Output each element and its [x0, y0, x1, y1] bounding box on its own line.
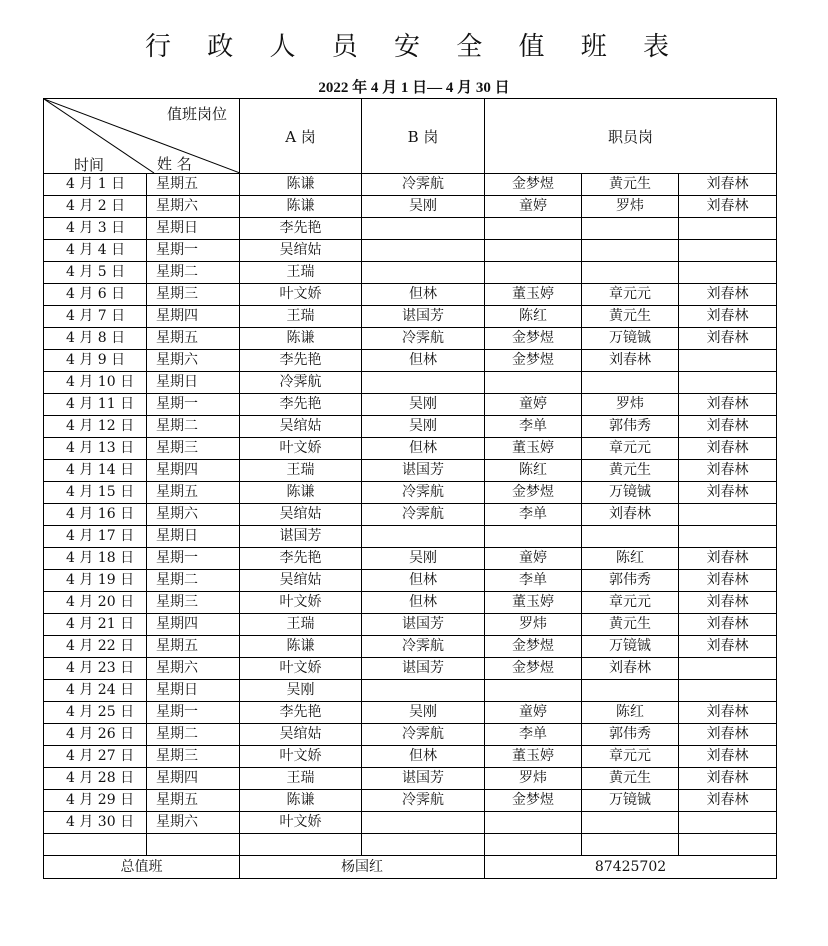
- weekday-cell: 星期日: [147, 680, 240, 702]
- staff-2-cell: 章元元: [582, 592, 679, 614]
- table-row: [44, 812, 777, 834]
- table-row: [44, 394, 777, 416]
- post-b-cell: 谌国芳: [362, 658, 485, 680]
- staff-2-cell: 郭伟秀: [582, 570, 679, 592]
- post-b-cell: [362, 372, 485, 394]
- staff-2-cell: 罗炜: [582, 196, 679, 218]
- staff-3-cell: 刘春林: [679, 328, 777, 350]
- table-row: [44, 174, 777, 196]
- weekday-cell: 星期日: [147, 218, 240, 240]
- staff-3-cell: 刘春林: [679, 636, 777, 658]
- date-cell: 4 月 2 日: [44, 196, 147, 218]
- blank-cell: [679, 834, 777, 856]
- weekday-cell: 星期三: [147, 746, 240, 768]
- staff-3-cell: [679, 350, 777, 372]
- date-cell: 4 月 9 日: [44, 350, 147, 372]
- weekday-cell: 星期日: [147, 526, 240, 548]
- staff-1-cell: 金梦煜: [485, 328, 582, 350]
- table-row: [44, 438, 777, 460]
- staff-1-cell: 董玉婷: [485, 746, 582, 768]
- table-row: [44, 548, 777, 570]
- weekday-cell: 星期五: [147, 636, 240, 658]
- staff-2-cell: [582, 218, 679, 240]
- header-time-label: 时间: [74, 156, 105, 174]
- date-cell: 4 月 14 日: [44, 460, 147, 482]
- staff-1-cell: 童婷: [485, 394, 582, 416]
- staff-1-cell: 童婷: [485, 196, 582, 218]
- date-cell: 4 月 3 日: [44, 218, 147, 240]
- table-row: [44, 240, 777, 262]
- table-row: [44, 768, 777, 790]
- post-a-cell: 李先艳: [240, 218, 362, 240]
- table-row: [44, 262, 777, 284]
- table-row: [44, 526, 777, 548]
- weekday-cell: 星期二: [147, 570, 240, 592]
- staff-3-cell: 刘春林: [679, 702, 777, 724]
- staff-3-cell: [679, 218, 777, 240]
- general-duty-label: 总值班: [44, 856, 240, 879]
- staff-3-cell: 刘春林: [679, 768, 777, 790]
- date-cell: 4 月 16 日: [44, 504, 147, 526]
- date-cell: 4 月 23 日: [44, 658, 147, 680]
- staff-3-cell: 刘春林: [679, 284, 777, 306]
- general-duty-name: 杨国红: [240, 856, 485, 879]
- post-a-cell: 李先艳: [240, 394, 362, 416]
- post-a-cell: 陈谦: [240, 328, 362, 350]
- post-b-cell: [362, 812, 485, 834]
- staff-2-cell: [582, 372, 679, 394]
- weekday-cell: 星期四: [147, 614, 240, 636]
- staff-3-cell: 刘春林: [679, 570, 777, 592]
- staff-1-cell: [485, 262, 582, 284]
- staff-1-cell: 陈红: [485, 306, 582, 328]
- weekday-cell: 星期四: [147, 460, 240, 482]
- post-a-cell: 陈谦: [240, 790, 362, 812]
- staff-3-cell: 刘春林: [679, 592, 777, 614]
- header-post-b: B 岗: [362, 99, 485, 174]
- staff-3-cell: [679, 658, 777, 680]
- date-cell: 4 月 17 日: [44, 526, 147, 548]
- staff-2-cell: 刘春林: [582, 504, 679, 526]
- table-row: [44, 680, 777, 702]
- date-cell: 4 月 12 日: [44, 416, 147, 438]
- staff-2-cell: [582, 812, 679, 834]
- date-cell: 4 月 22 日: [44, 636, 147, 658]
- table-row: [44, 790, 777, 812]
- staff-3-cell: 刘春林: [679, 438, 777, 460]
- staff-3-cell: 刘春林: [679, 482, 777, 504]
- staff-1-cell: 金梦煜: [485, 174, 582, 196]
- table-row: [44, 614, 777, 636]
- post-b-cell: 冷霁航: [362, 482, 485, 504]
- staff-1-cell: [485, 240, 582, 262]
- post-a-cell: 李先艳: [240, 350, 362, 372]
- table-row: [44, 284, 777, 306]
- date-cell: 4 月 25 日: [44, 702, 147, 724]
- post-a-cell: 陈谦: [240, 482, 362, 504]
- date-range: 2022 年 4 月 1 日— 4 月 30 日: [318, 80, 510, 96]
- post-b-cell: 冷霁航: [362, 724, 485, 746]
- post-a-cell: 吴绾姑: [240, 724, 362, 746]
- date-cell: 4 月 13 日: [44, 438, 147, 460]
- weekday-cell: 星期一: [147, 240, 240, 262]
- post-a-cell: 叶文娇: [240, 284, 362, 306]
- post-b-cell: 但林: [362, 746, 485, 768]
- weekday-cell: 星期六: [147, 504, 240, 526]
- staff-2-cell: 刘春林: [582, 658, 679, 680]
- post-a-cell: 冷霁航: [240, 372, 362, 394]
- staff-1-cell: [485, 680, 582, 702]
- staff-1-cell: [485, 812, 582, 834]
- table-row: [44, 460, 777, 482]
- table-row: [44, 592, 777, 614]
- staff-3-cell: 刘春林: [679, 196, 777, 218]
- date-cell: 4 月 11 日: [44, 394, 147, 416]
- staff-1-cell: 董玉婷: [485, 284, 582, 306]
- table-row: [44, 306, 777, 328]
- general-duty-row: [44, 856, 777, 879]
- weekday-cell: 星期一: [147, 394, 240, 416]
- blank-cell: [44, 834, 147, 856]
- table-row: [44, 724, 777, 746]
- date-cell: 4 月 21 日: [44, 614, 147, 636]
- post-b-cell: [362, 526, 485, 548]
- staff-1-cell: 罗炜: [485, 768, 582, 790]
- post-b-cell: [362, 218, 485, 240]
- post-a-cell: 王瑞: [240, 262, 362, 284]
- date-cell: 4 月 1 日: [44, 174, 147, 196]
- date-cell: 4 月 8 日: [44, 328, 147, 350]
- staff-3-cell: 刘春林: [679, 174, 777, 196]
- weekday-cell: 星期四: [147, 306, 240, 328]
- weekday-cell: 星期六: [147, 196, 240, 218]
- staff-2-cell: [582, 262, 679, 284]
- weekday-cell: 星期五: [147, 328, 240, 350]
- weekday-cell: 星期五: [147, 482, 240, 504]
- blank-cell: [485, 834, 582, 856]
- weekday-cell: 星期三: [147, 438, 240, 460]
- post-a-cell: 李先艳: [240, 548, 362, 570]
- date-cell: 4 月 15 日: [44, 482, 147, 504]
- post-a-cell: 叶文娇: [240, 812, 362, 834]
- staff-1-cell: 李单: [485, 416, 582, 438]
- post-b-cell: 吴刚: [362, 548, 485, 570]
- post-b-cell: 但林: [362, 350, 485, 372]
- staff-1-cell: 陈红: [485, 460, 582, 482]
- staff-3-cell: 刘春林: [679, 614, 777, 636]
- table-row: [44, 218, 777, 240]
- post-a-cell: 谌国芳: [240, 526, 362, 548]
- staff-2-cell: 黄元生: [582, 174, 679, 196]
- staff-2-cell: 章元元: [582, 284, 679, 306]
- date-cell: 4 月 30 日: [44, 812, 147, 834]
- staff-1-cell: 金梦煜: [485, 350, 582, 372]
- post-a-cell: 陈谦: [240, 196, 362, 218]
- staff-3-cell: 刘春林: [679, 460, 777, 482]
- table-row: [44, 636, 777, 658]
- table-row: [44, 746, 777, 768]
- post-a-cell: 叶文娇: [240, 592, 362, 614]
- staff-2-cell: 黄元生: [582, 460, 679, 482]
- date-cell: 4 月 18 日: [44, 548, 147, 570]
- staff-1-cell: 李单: [485, 724, 582, 746]
- staff-2-cell: [582, 526, 679, 548]
- header-row: [44, 99, 777, 174]
- date-cell: 4 月 10 日: [44, 372, 147, 394]
- post-b-cell: 冷霁航: [362, 790, 485, 812]
- date-cell: 4 月 27 日: [44, 746, 147, 768]
- staff-3-cell: 刘春林: [679, 724, 777, 746]
- date-cell: 4 月 24 日: [44, 680, 147, 702]
- staff-1-cell: 童婷: [485, 548, 582, 570]
- weekday-cell: 星期一: [147, 702, 240, 724]
- staff-3-cell: 刘春林: [679, 306, 777, 328]
- table-row: [44, 702, 777, 724]
- post-a-cell: 王瑞: [240, 768, 362, 790]
- weekday-cell: 星期五: [147, 174, 240, 196]
- post-a-cell: 李先艳: [240, 702, 362, 724]
- staff-2-cell: [582, 680, 679, 702]
- staff-2-cell: 陈红: [582, 702, 679, 724]
- post-b-cell: 吴刚: [362, 702, 485, 724]
- weekday-cell: 星期日: [147, 372, 240, 394]
- staff-2-cell: 万镜铖: [582, 482, 679, 504]
- staff-3-cell: [679, 262, 777, 284]
- date-cell: 4 月 7 日: [44, 306, 147, 328]
- post-a-cell: 王瑞: [240, 614, 362, 636]
- staff-1-cell: 董玉婷: [485, 592, 582, 614]
- post-a-cell: 陈谦: [240, 636, 362, 658]
- post-b-cell: 冷霁航: [362, 174, 485, 196]
- post-a-cell: 王瑞: [240, 306, 362, 328]
- table-row: [44, 196, 777, 218]
- date-cell: 4 月 6 日: [44, 284, 147, 306]
- table-row: [44, 658, 777, 680]
- weekday-cell: 星期三: [147, 284, 240, 306]
- staff-3-cell: 刘春林: [679, 790, 777, 812]
- staff-2-cell: 黄元生: [582, 768, 679, 790]
- staff-3-cell: [679, 680, 777, 702]
- staff-1-cell: 金梦煜: [485, 658, 582, 680]
- weekday-cell: 星期四: [147, 768, 240, 790]
- post-a-cell: 叶文娇: [240, 438, 362, 460]
- staff-2-cell: 黄元生: [582, 614, 679, 636]
- header-post-a: A 岗: [240, 99, 362, 174]
- date-cell: 4 月 26 日: [44, 724, 147, 746]
- table-row: [44, 328, 777, 350]
- post-b-cell: 冷霁航: [362, 328, 485, 350]
- staff-2-cell: 陈红: [582, 548, 679, 570]
- weekday-cell: 星期三: [147, 592, 240, 614]
- header-name-label: 姓 名: [157, 155, 192, 173]
- staff-2-cell: 刘春林: [582, 350, 679, 372]
- weekday-cell: 星期一: [147, 548, 240, 570]
- date-cell: 4 月 4 日: [44, 240, 147, 262]
- staff-1-cell: 罗炜: [485, 614, 582, 636]
- header-post-staff: 职员岗: [485, 99, 777, 174]
- page-title: 行 政 人 员 安 全 值 班 表: [144, 32, 684, 62]
- post-b-cell: 谌国芳: [362, 306, 485, 328]
- weekday-cell: 星期二: [147, 416, 240, 438]
- post-b-cell: [362, 680, 485, 702]
- date-cell: 4 月 5 日: [44, 262, 147, 284]
- staff-1-cell: 童婷: [485, 702, 582, 724]
- staff-3-cell: 刘春林: [679, 394, 777, 416]
- staff-2-cell: 郭伟秀: [582, 724, 679, 746]
- weekday-cell: 星期二: [147, 262, 240, 284]
- staff-3-cell: [679, 526, 777, 548]
- weekday-cell: 星期五: [147, 790, 240, 812]
- post-b-cell: 谌国芳: [362, 460, 485, 482]
- post-a-cell: 叶文娇: [240, 658, 362, 680]
- staff-2-cell: 万镜铖: [582, 636, 679, 658]
- staff-1-cell: 金梦煜: [485, 790, 582, 812]
- blank-cell: [582, 834, 679, 856]
- date-cell: 4 月 29 日: [44, 790, 147, 812]
- staff-1-cell: 金梦煜: [485, 636, 582, 658]
- staff-1-cell: 金梦煜: [485, 482, 582, 504]
- staff-1-cell: [485, 372, 582, 394]
- staff-2-cell: 章元元: [582, 438, 679, 460]
- post-a-cell: 叶文娇: [240, 746, 362, 768]
- staff-3-cell: [679, 372, 777, 394]
- blank-row: [44, 834, 777, 856]
- post-b-cell: 谌国芳: [362, 768, 485, 790]
- staff-2-cell: 万镜铖: [582, 790, 679, 812]
- table-row: [44, 504, 777, 526]
- table-row: [44, 350, 777, 372]
- blank-cell: [240, 834, 362, 856]
- staff-2-cell: 万镜铖: [582, 328, 679, 350]
- staff-1-cell: [485, 526, 582, 548]
- general-duty-phone: 87425702: [485, 856, 777, 879]
- post-a-cell: 王瑞: [240, 460, 362, 482]
- staff-2-cell: [582, 240, 679, 262]
- post-a-cell: 吴绾姑: [240, 416, 362, 438]
- date-cell: 4 月 19 日: [44, 570, 147, 592]
- table-row: [44, 416, 777, 438]
- post-b-cell: 冷霁航: [362, 504, 485, 526]
- staff-1-cell: 董玉婷: [485, 438, 582, 460]
- weekday-cell: 星期六: [147, 658, 240, 680]
- staff-1-cell: 李单: [485, 504, 582, 526]
- staff-3-cell: 刘春林: [679, 746, 777, 768]
- staff-3-cell: [679, 812, 777, 834]
- post-a-cell: 吴绾姑: [240, 570, 362, 592]
- table-row: [44, 482, 777, 504]
- staff-1-cell: [485, 218, 582, 240]
- duty-table: [43, 98, 777, 879]
- header-corner: [44, 99, 240, 174]
- post-b-cell: 谌国芳: [362, 614, 485, 636]
- post-b-cell: [362, 262, 485, 284]
- post-b-cell: 冷霁航: [362, 636, 485, 658]
- post-b-cell: 吴刚: [362, 196, 485, 218]
- post-b-cell: 但林: [362, 284, 485, 306]
- blank-cell: [147, 834, 240, 856]
- staff-3-cell: [679, 504, 777, 526]
- weekday-cell: 星期六: [147, 350, 240, 372]
- staff-2-cell: 黄元生: [582, 306, 679, 328]
- post-a-cell: 吴刚: [240, 680, 362, 702]
- table-row: [44, 570, 777, 592]
- date-cell: 4 月 20 日: [44, 592, 147, 614]
- post-a-cell: 陈谦: [240, 174, 362, 196]
- post-b-cell: 但林: [362, 438, 485, 460]
- staff-3-cell: [679, 240, 777, 262]
- staff-2-cell: 罗炜: [582, 394, 679, 416]
- staff-1-cell: 李单: [485, 570, 582, 592]
- post-b-cell: 吴刚: [362, 394, 485, 416]
- header-post-label: 值班岗位: [166, 105, 227, 123]
- staff-2-cell: 郭伟秀: [582, 416, 679, 438]
- post-b-cell: 但林: [362, 592, 485, 614]
- post-b-cell: [362, 240, 485, 262]
- weekday-cell: 星期六: [147, 812, 240, 834]
- post-b-cell: 但林: [362, 570, 485, 592]
- weekday-cell: 星期二: [147, 724, 240, 746]
- post-a-cell: 吴绾姑: [240, 240, 362, 262]
- post-a-cell: 吴绾姑: [240, 504, 362, 526]
- table-row: [44, 372, 777, 394]
- staff-2-cell: 章元元: [582, 746, 679, 768]
- date-cell: 4 月 28 日: [44, 768, 147, 790]
- staff-3-cell: 刘春林: [679, 416, 777, 438]
- post-b-cell: 吴刚: [362, 416, 485, 438]
- blank-cell: [362, 834, 485, 856]
- staff-3-cell: 刘春林: [679, 548, 777, 570]
